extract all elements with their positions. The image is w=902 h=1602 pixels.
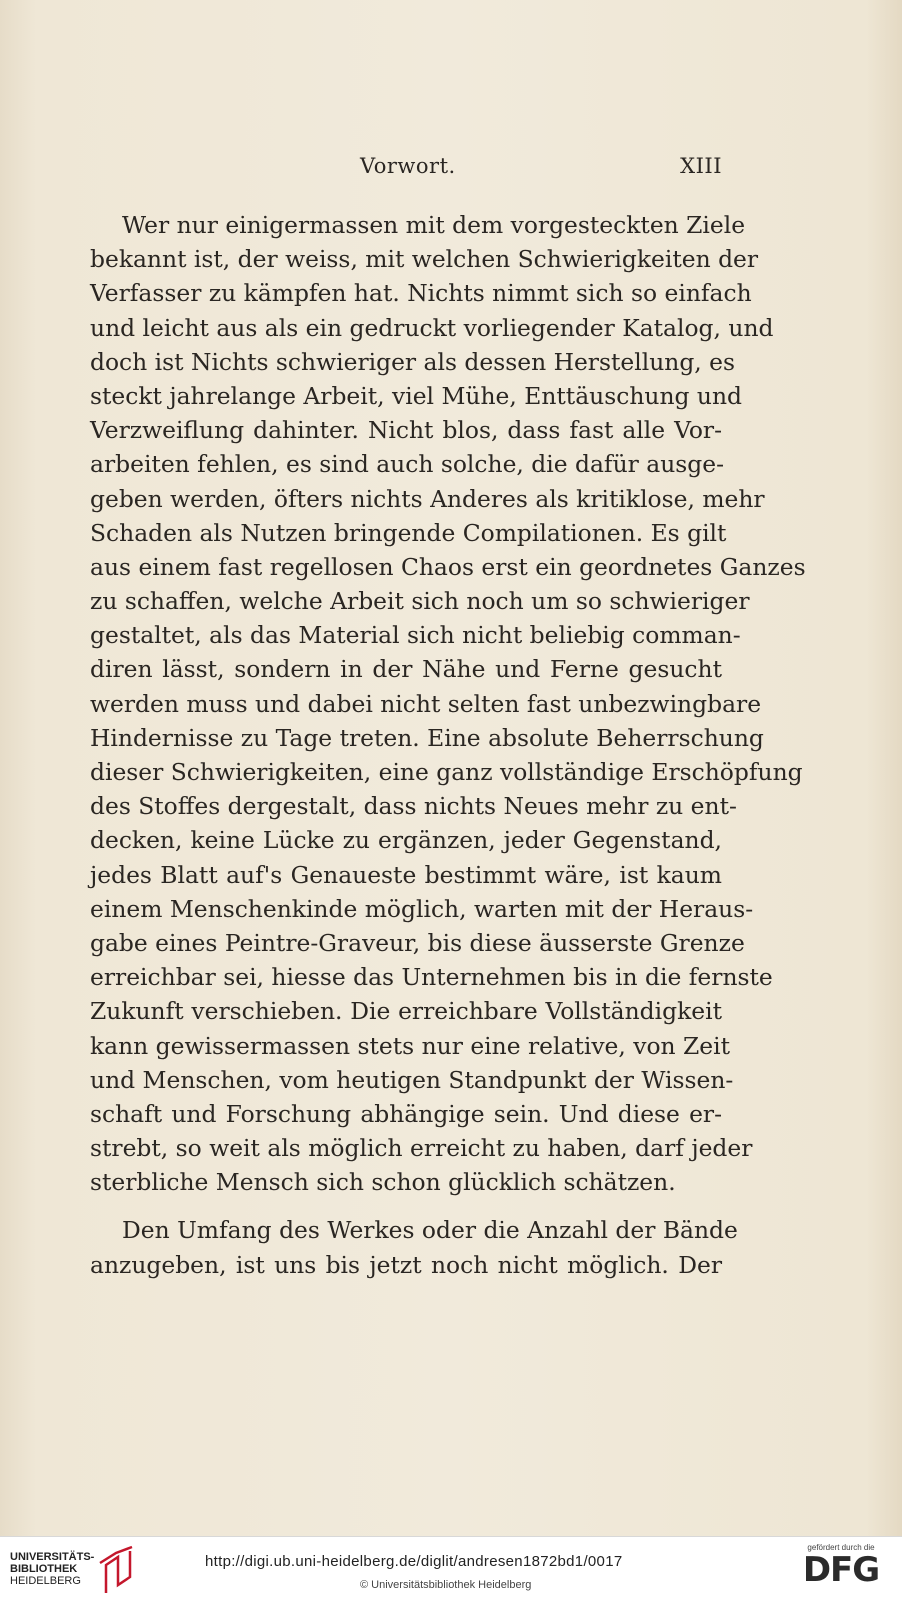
viewer-footer — [0, 1536, 902, 1602]
text-line: und leicht aus als ein gedruckt vorliegender Katalog, und — [90, 313, 774, 342]
library-name: UNIVERSITÄTS- BIBLIOTHEK HEIDELBERG — [10, 1551, 95, 1587]
text-line: Hindernisse zu Tage treten. Eine absolute Beherrschung — [90, 723, 764, 752]
text-line: schaft und Forschung abhängige sein. Und diese er- — [90, 1099, 722, 1128]
text-line: bekannt ist, der weiss, mit welchen Schwierigkeiten der — [90, 245, 759, 274]
text-line: kann gewissermassen stets nur eine relative, von Zeit — [90, 1031, 731, 1060]
text-line: decken, keine Lücke zu ergänzen, jeder Gegenstand, — [90, 826, 722, 855]
text-line: gabe eines Peintre-Graveur, bis diese äusserste Grenze — [90, 928, 745, 957]
text-line: erreichbar sei, hiesse das Unternehmen bis in die fernste — [90, 963, 773, 992]
text-line: arbeiten fehlen, es sind auch solche, die dafür ausge- — [90, 450, 725, 479]
text-line: geben werden, öfters nichts Anderes als kritiklose, mehr — [90, 484, 765, 513]
text-line: dieser Schwierigkeiten, eine ganz vollständige Erschöpfung — [90, 758, 803, 786]
text-line: diren lässt, sondern in der Nähe und Ferne gesucht — [90, 655, 722, 684]
text-line: sterbliche Mensch sich schon glücklich schätzen. — [90, 1168, 676, 1197]
page-header — [90, 154, 722, 184]
text-line: Verfasser zu kämpfen hat. Nichts nimmt sich so einfach — [90, 279, 752, 308]
text-line: strebt, so weit als möglich erreicht zu haben, darf jeder — [90, 1134, 753, 1163]
sponsor-text: gefördert durch die — [807, 1543, 875, 1552]
text-line: jedes Blatt auf's Genaueste bestimmt wäre, ist kaum — [90, 860, 722, 889]
permalink-url[interactable]: http://digi.ub.uni-heidelberg.de/diglit/andresen1872bd1/0017 — [205, 1553, 623, 1570]
text-line: Zukunft verschieben. Die erreichbare Vollständigkeit — [90, 997, 722, 1026]
text-line: Wer nur einigermassen mit dem vorgesteckten Ziele — [122, 211, 746, 239]
library-logo[interactable] — [10, 1545, 160, 1597]
paragraph-1 — [90, 208, 806, 1199]
page-number: XIII — [680, 154, 722, 178]
text-line: und Menschen, vom heutigen Standpunkt der Wissen- — [90, 1065, 734, 1094]
dfg-sponsor[interactable] — [798, 1543, 884, 1588]
text-line: gestaltet, als das Material sich nicht beliebig comman- — [90, 621, 741, 650]
text-line: zu schaffen, welche Arbeit sich noch um so schwieriger — [90, 587, 750, 616]
text-line: doch ist Nichts schwieriger als dessen Herstellung, es — [90, 347, 736, 376]
running-title: Vorwort. — [360, 154, 456, 178]
text-line: einem Menschenkinde möglich, warten mit der Heraus- — [90, 894, 754, 923]
dfg-logo: DFG — [802, 1550, 880, 1590]
paragraph-2 — [90, 1213, 738, 1281]
text-line: aus einem fast regellosen Chaos erst ein geordnetes Ganzes — [90, 552, 806, 581]
text-line: steckt jahrelange Arbeit, viel Mühe, Enttäuschung und — [90, 381, 743, 410]
body-text — [90, 208, 806, 1282]
text-line: werden muss und dabei nicht selten fast unbezwingbare — [90, 689, 762, 718]
text-line: des Stoffes dergestalt, dass nichts Neues mehr zu ent- — [90, 792, 737, 821]
text-line: Verzweiflung dahinter. Nicht blos, dass fast alle Vor- — [90, 416, 722, 445]
text-line: anzugeben, ist uns bis jetzt noch nicht möglich. Der — [90, 1250, 722, 1279]
text-line: Den Umfang des Werkes oder die Anzahl der Bände — [122, 1216, 738, 1245]
copyright-notice: © Universitätsbibliothek Heidelberg — [360, 1579, 532, 1591]
text-line: Schaden als Nutzen bringende Compilationen. Es gilt — [90, 518, 727, 547]
library-mark-icon — [96, 1545, 136, 1595]
